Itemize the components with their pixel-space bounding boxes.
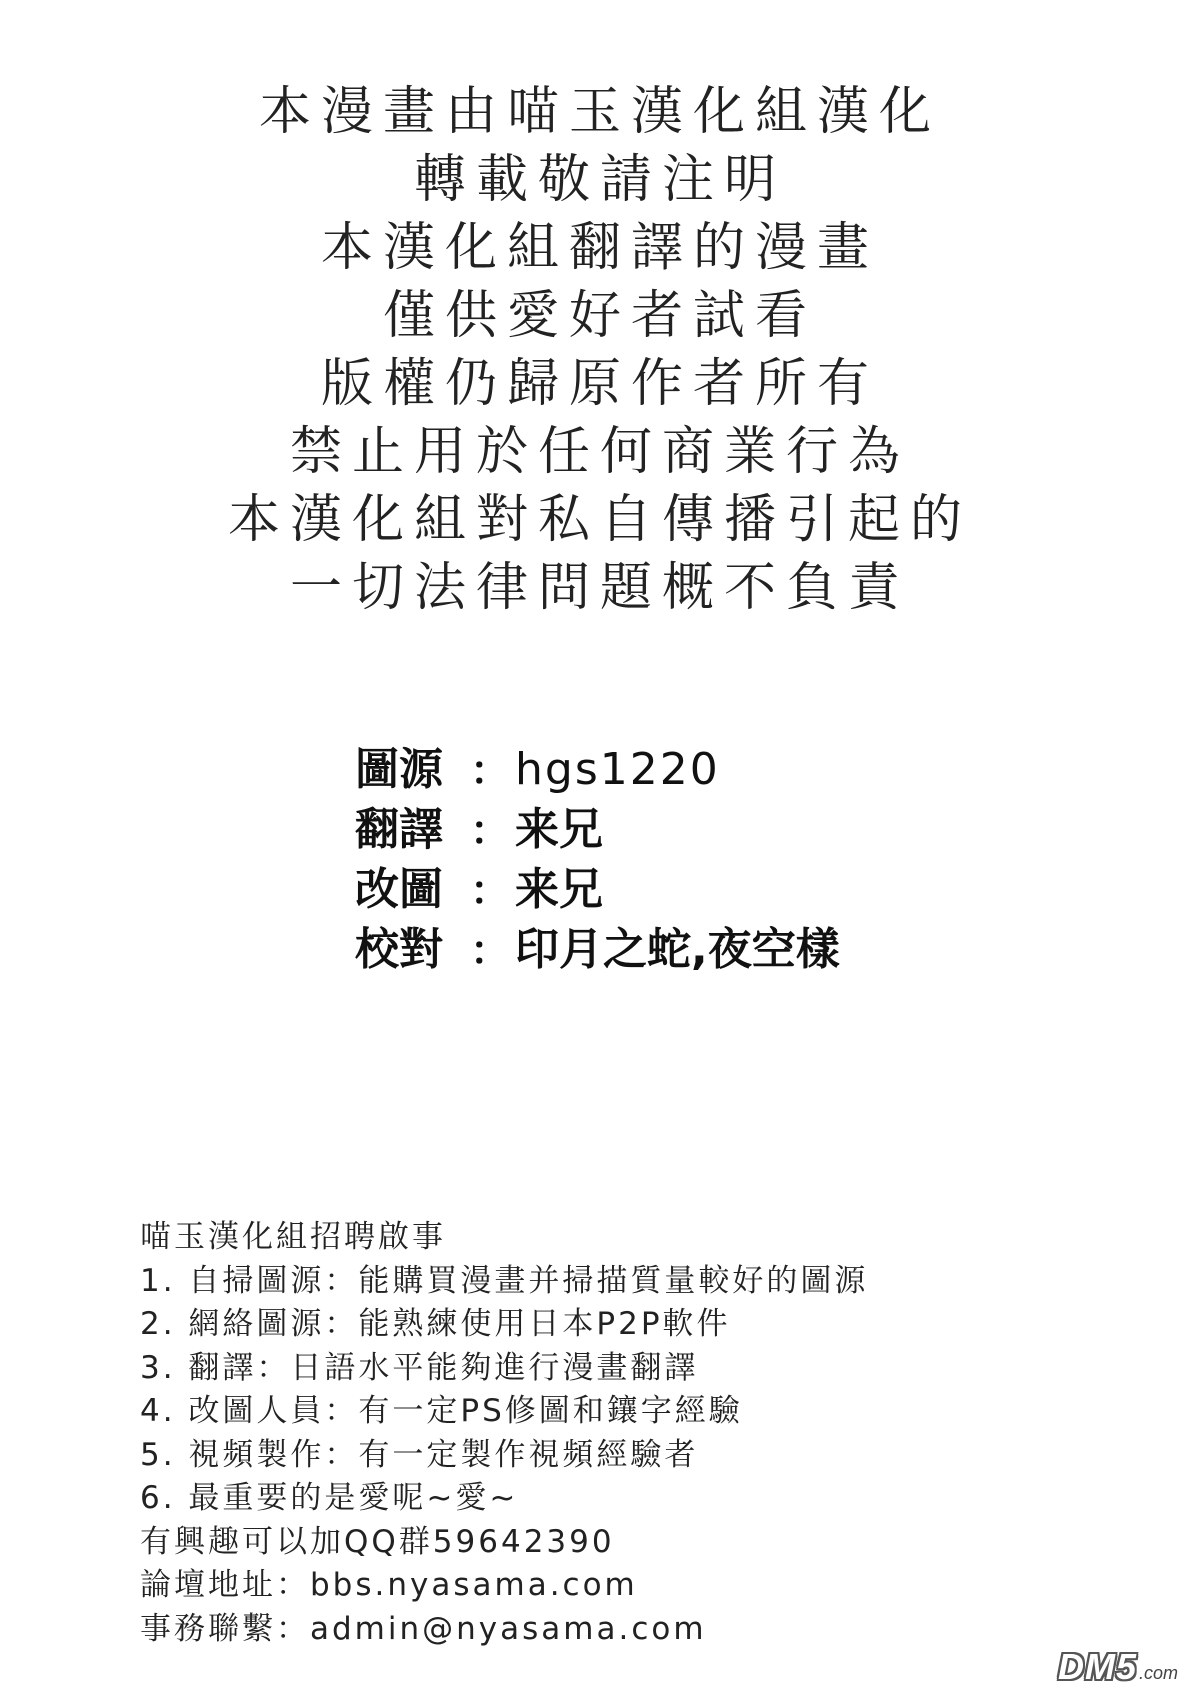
- credit-role: 改圖: [355, 864, 443, 915]
- credit-row-source: [355, 740, 1055, 800]
- credit-colon: ：: [470, 748, 510, 794]
- credit-row-proofreading: [355, 920, 1055, 980]
- recruitment-item: 6. 最重要的是愛呢~愛~: [140, 1480, 519, 1516]
- watermark-suffix: .com: [1138, 1663, 1178, 1683]
- site-watermark: [1058, 1646, 1178, 1688]
- disclaimer-line: 本漫畫由喵玉漢化組漢化: [258, 82, 941, 142]
- credit-name: 印月之蛇,夜空樣: [515, 924, 840, 975]
- qq-group-line: 有興趣可以加QQ群59642390: [140, 1523, 615, 1560]
- credits-block: [355, 740, 1055, 980]
- recruitment-item: 4. 改圖人員：有一定PS修圖和鑲字經驗: [140, 1393, 743, 1429]
- disclaimer-line: 本漢化組對私自傳播引起的: [227, 490, 972, 550]
- credit-colon: ：: [470, 928, 510, 974]
- contact-line: 事務聯繫：admin@nyasama.com: [140, 1610, 707, 1647]
- credit-row-translation: [355, 800, 1055, 860]
- disclaimer-line: 版權仍歸原作者所有: [320, 354, 879, 414]
- credit-role: 翻譯: [355, 804, 443, 855]
- credit-name: hgs1220: [515, 744, 720, 795]
- credit-role: 校對: [355, 924, 443, 975]
- disclaimer-block: [0, 78, 1200, 622]
- recruitment-title: 喵玉漢化組招聘啟事: [140, 1219, 446, 1255]
- credit-colon: ：: [470, 808, 510, 854]
- credit-colon: ：: [470, 868, 510, 914]
- credit-role: 圖源: [355, 744, 443, 795]
- recruitment-block: [140, 1216, 1040, 1651]
- forum-address-line: 論壇地址：bbs.nyasama.com: [140, 1567, 638, 1603]
- recruitment-item: 3. 翻譯：日語水平能夠進行漫畫翻譯: [140, 1349, 699, 1386]
- credit-name: 来兄: [515, 864, 603, 915]
- recruitment-item: 5. 視頻製作：有一定製作視頻經驗者: [140, 1436, 699, 1473]
- disclaimer-line: 一切法律問題概不負責: [289, 558, 910, 618]
- recruitment-item: 2. 網絡圖源：能熟練使用日本P2P軟件: [140, 1306, 731, 1342]
- credit-row-editing: [355, 860, 1055, 920]
- disclaimer-line: 禁止用於任何商業行為: [289, 422, 910, 482]
- disclaimer-line: 僅供愛好者試看: [382, 286, 817, 346]
- disclaimer-line: 轉載敬請注明: [413, 150, 786, 210]
- disclaimer-line: 本漢化組翻譯的漫畫: [320, 218, 879, 278]
- credit-name: 来兄: [515, 804, 603, 855]
- recruitment-item: 1. 自掃圖源：能購買漫畫并掃描質量較好的圖源: [140, 1262, 869, 1299]
- watermark-logo: DM5: [1057, 1646, 1137, 1687]
